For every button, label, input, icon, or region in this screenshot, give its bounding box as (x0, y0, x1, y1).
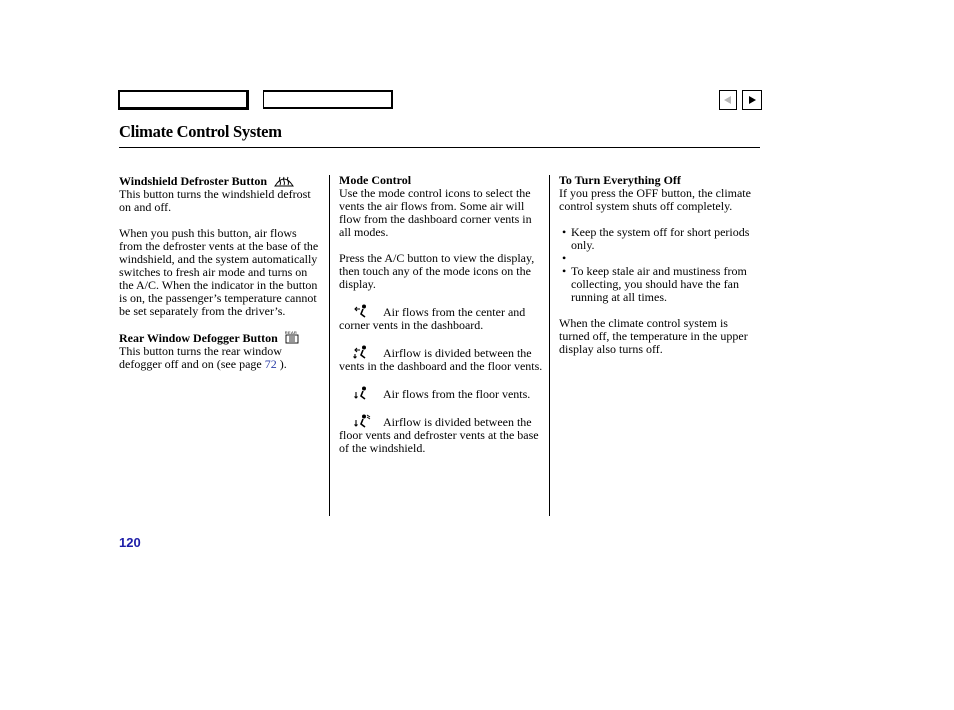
next-page-button[interactable] (742, 90, 762, 110)
rear-defogger-description-end: ). (279, 357, 287, 371)
vent-mode-icon (353, 304, 371, 318)
main-menu-button[interactable] (118, 90, 249, 110)
defroster-heading: Windshield Defroster Button (119, 174, 268, 188)
turn-off-display-note: When the climate control system is turned off, the temperature in the upper display also turns off. (559, 316, 748, 356)
triangle-right-icon (747, 95, 757, 105)
turn-off-tips (559, 226, 755, 304)
mode-item-floor-defrost: Airflow is divided between the floor vents and defroster vents at the base of the windshield. (339, 415, 539, 455)
previous-page-button[interactable] (719, 90, 737, 110)
turn-off-description: If you press the OFF button, the climate control system shuts off completely. (559, 186, 751, 213)
triangle-left-icon (723, 95, 733, 105)
mode-control-description: Use the mode control icons to select the vents the air flows from. Some air will flow from the dashboard corner vents in all modes. (339, 186, 532, 239)
column-left (119, 174, 321, 371)
defroster-description: This button turns the windshield defrost on and off. (119, 187, 311, 214)
floor-defrost-mode-icon (353, 414, 371, 428)
defroster-details: When you push this button, air flows from the defroster vents at the base of the windshield, and the system automatically switches to fresh air mode and turns on the A/C. When the indicator in the button is on, the passenger’s temperature cannot be set separately from the driver’s. (119, 226, 319, 318)
column-divider (329, 175, 330, 516)
column-right (559, 174, 755, 356)
column-divider (549, 175, 550, 516)
page-72-link[interactable]: 72 (264, 357, 277, 371)
mode-control-heading: Mode Control (339, 173, 412, 187)
column-middle (339, 174, 543, 455)
floor-mode-icon (353, 386, 371, 400)
mode-item-floor: Air flows from the floor vents. (339, 386, 543, 401)
mode-item-bilevel: Airflow is divided between the vents in the dashboard and the floor vents. (339, 346, 543, 373)
mode-item-vent: Air flows from the center and corner vents in the dashboard. (339, 305, 526, 332)
turn-off-heading: To Turn Everything Off (559, 173, 681, 187)
page-number: 120 (119, 535, 141, 550)
rear-defogger-description: This button turns the rear window defogger off and on (see page (119, 344, 282, 371)
rear-defogger-heading: Rear Window Defogger Button (119, 331, 278, 345)
page-title: Climate Control System (119, 122, 282, 141)
list-item: • Keep the system off for short periods only. (559, 226, 755, 252)
mode-control-instructions: Press the A/C button to view the display, then touch any of the mode icons on the display. (339, 251, 535, 291)
rear-defogger-icon: REAR (285, 331, 299, 345)
index-button[interactable] (263, 90, 393, 109)
bilevel-mode-icon (353, 345, 371, 359)
title-divider (119, 147, 760, 148)
windshield-defrost-icon (274, 174, 294, 188)
list-item: • To keep stale air and mustiness from collecting, you should have the fan running at all times. (559, 265, 755, 304)
